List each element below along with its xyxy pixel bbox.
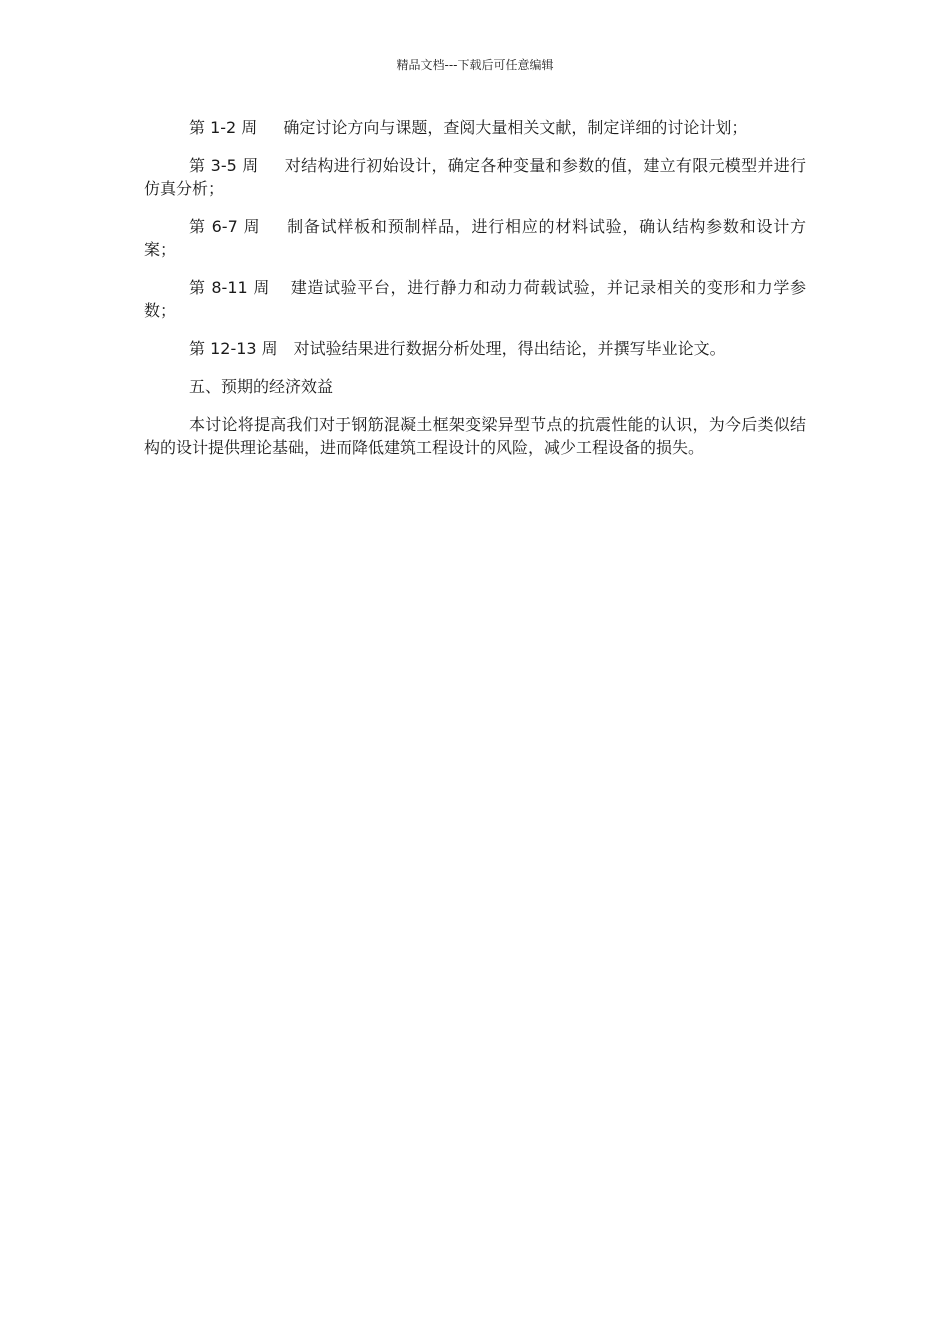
- page-header: 精品文档---下载后可任意编辑: [396, 58, 554, 72]
- schedule-week: 第 1-2 周: [189, 118, 258, 137]
- section-heading: 五、预期的经济效益: [189, 377, 334, 396]
- schedule-task: 制备试样板和预制样品，进行相应的材料试验，确认结构参数和设计方案；: [144, 217, 806, 259]
- schedule-item-2: [144, 154, 806, 200]
- schedule-task: 对结构进行初始设计，确定各种变量和参数的值，建立有限元模型并进行仿真分析；: [144, 156, 806, 198]
- schedule-task: 对试验结果进行数据分析处理，得出结论，并撰写毕业论文。: [293, 339, 726, 358]
- schedule-week: 第 3-5 周: [189, 156, 259, 175]
- schedule-task: 确定讨论方向与课题，查阅大量相关文献，制定详细的讨论计划；: [283, 118, 748, 137]
- schedule-week: 第 6-7 周: [189, 217, 261, 236]
- section-paragraph: 本讨论将提高我们对于钢筋混凝土框架变梁异型节点的抗震性能的认识，为今后类似结构的设计提供理论基础，进而降低建筑工程设计的风险，减少工程设备的损失。: [144, 415, 806, 457]
- schedule-item-5: [144, 337, 806, 360]
- schedule-week: 第 12-13 周: [189, 339, 278, 358]
- schedule-item-3: [144, 215, 806, 261]
- document-body: [144, 116, 806, 474]
- schedule-item-4: [144, 276, 806, 322]
- schedule-week: 第 8-11 周: [189, 278, 271, 297]
- schedule-task: 建造试验平台，进行静力和动力荷载试验，并记录相关的变形和力学参数；: [144, 278, 806, 320]
- schedule-item-1: [144, 116, 806, 139]
